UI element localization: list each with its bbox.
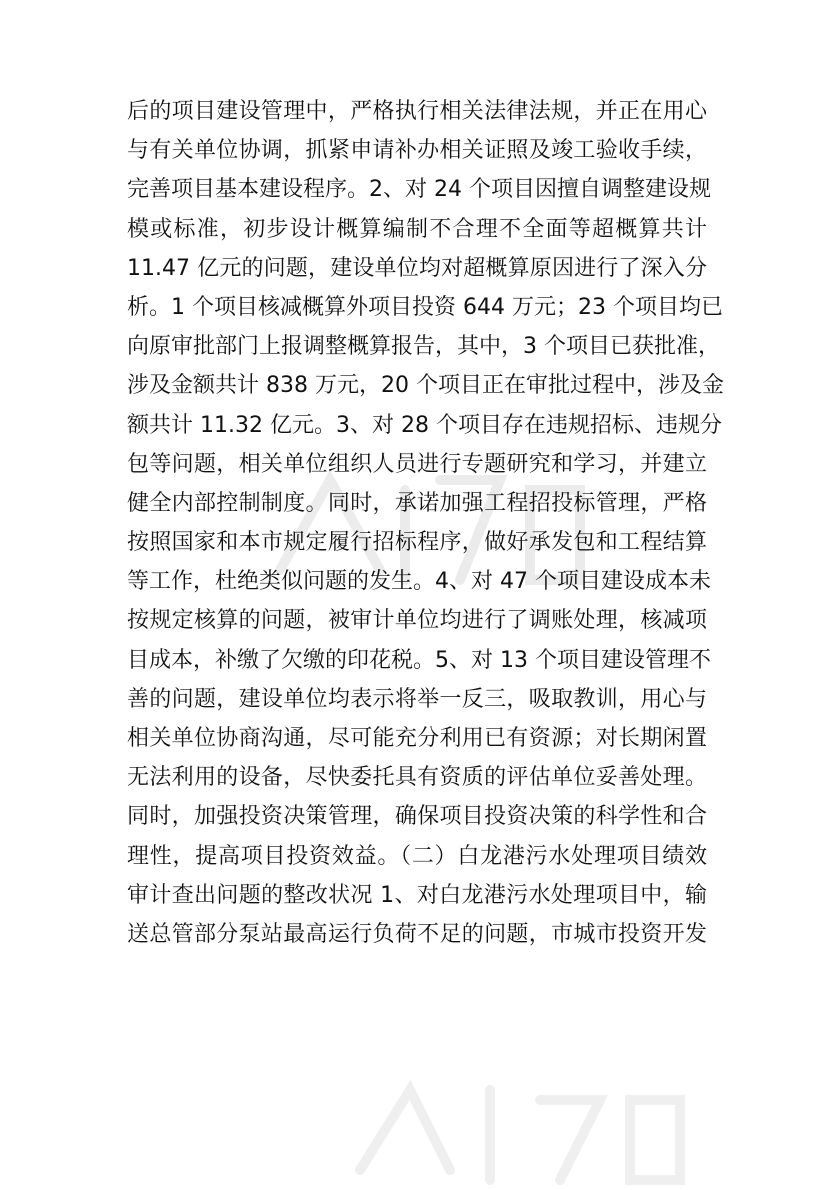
text-line: 析。1 个项目核减概算外项目投资 644 万元；23 个项目均已 <box>127 294 723 320</box>
watermark-logo-bottom <box>300 1060 720 1190</box>
text-line: 11.47 亿元的问题，建设单位均对超概算原因进行了深入分 <box>127 255 707 281</box>
text-line: 向原审批部门上报调整概算报告，其中，3 个项目已获批准， <box>127 334 720 360</box>
text-line: 模或标准，初步设计概算编制不合理不全面等超概算共计 <box>127 216 707 242</box>
text-line: 送总管部分泵站最高运行负荷不足的问题，市城市投资开发 <box>127 921 707 947</box>
text-line: 涉及金额共计 838 万元，20 个项目正在审批过程中，涉及金 <box>127 373 724 399</box>
text-line: 额共计 11.32 亿元。3、对 28 个项目存在违规招标、违规分 <box>127 412 722 438</box>
text-line: 无法利用的设备，尽快委托具有资质的评估单位妥善处理。 <box>127 765 707 791</box>
text-line: 等工作，杜绝类似问题的发生。4、对 47 个项目建设成本未 <box>127 569 711 595</box>
text-line: 按规定核算的问题，被审计单位均进行了调账处理，核减项 <box>127 608 707 634</box>
text-line: 完善项目基本建设程序。2、对 24 个项目因擅自调整建设规 <box>127 177 711 203</box>
text-line: 目成本，补缴了欠缴的印花税。5、对 13 个项目建设管理不 <box>127 647 711 673</box>
text-line: 按照国家和本市规定履行招标程序，做好承发包和工程结算 <box>127 530 707 556</box>
document-body <box>127 92 724 954</box>
text-line: 同时，加强投资决策管理，确保项目投资决策的科学性和合 <box>127 804 707 830</box>
text-line: 审计查出问题的整改状况 1、对白龙港污水处理项目中，输 <box>127 882 707 908</box>
text-line: 后的项目建设管理中，严格执行相关法律法规，并正在用心 <box>127 99 707 124</box>
text-line: 健全内部控制制度。同时，承诺加强工程招投标管理，严格 <box>127 490 707 516</box>
text-line: 相关单位协商沟通，尽可能充分利用已有资源；对长期闲置 <box>127 726 707 751</box>
text-line: 包等问题，相关单位组织人员进行专题研究和学习，并建立 <box>127 451 707 477</box>
text-line: 与有关单位协调，抓紧申请补办相关证照及竣工验收手续， <box>127 138 707 164</box>
text-line: 善的问题，建设单位均表示将举一反三，吸取教训，用心与 <box>127 686 707 712</box>
text-line: 理性，提高项目投资效益。（二）白龙港污水处理项目绩效 <box>127 843 707 869</box>
